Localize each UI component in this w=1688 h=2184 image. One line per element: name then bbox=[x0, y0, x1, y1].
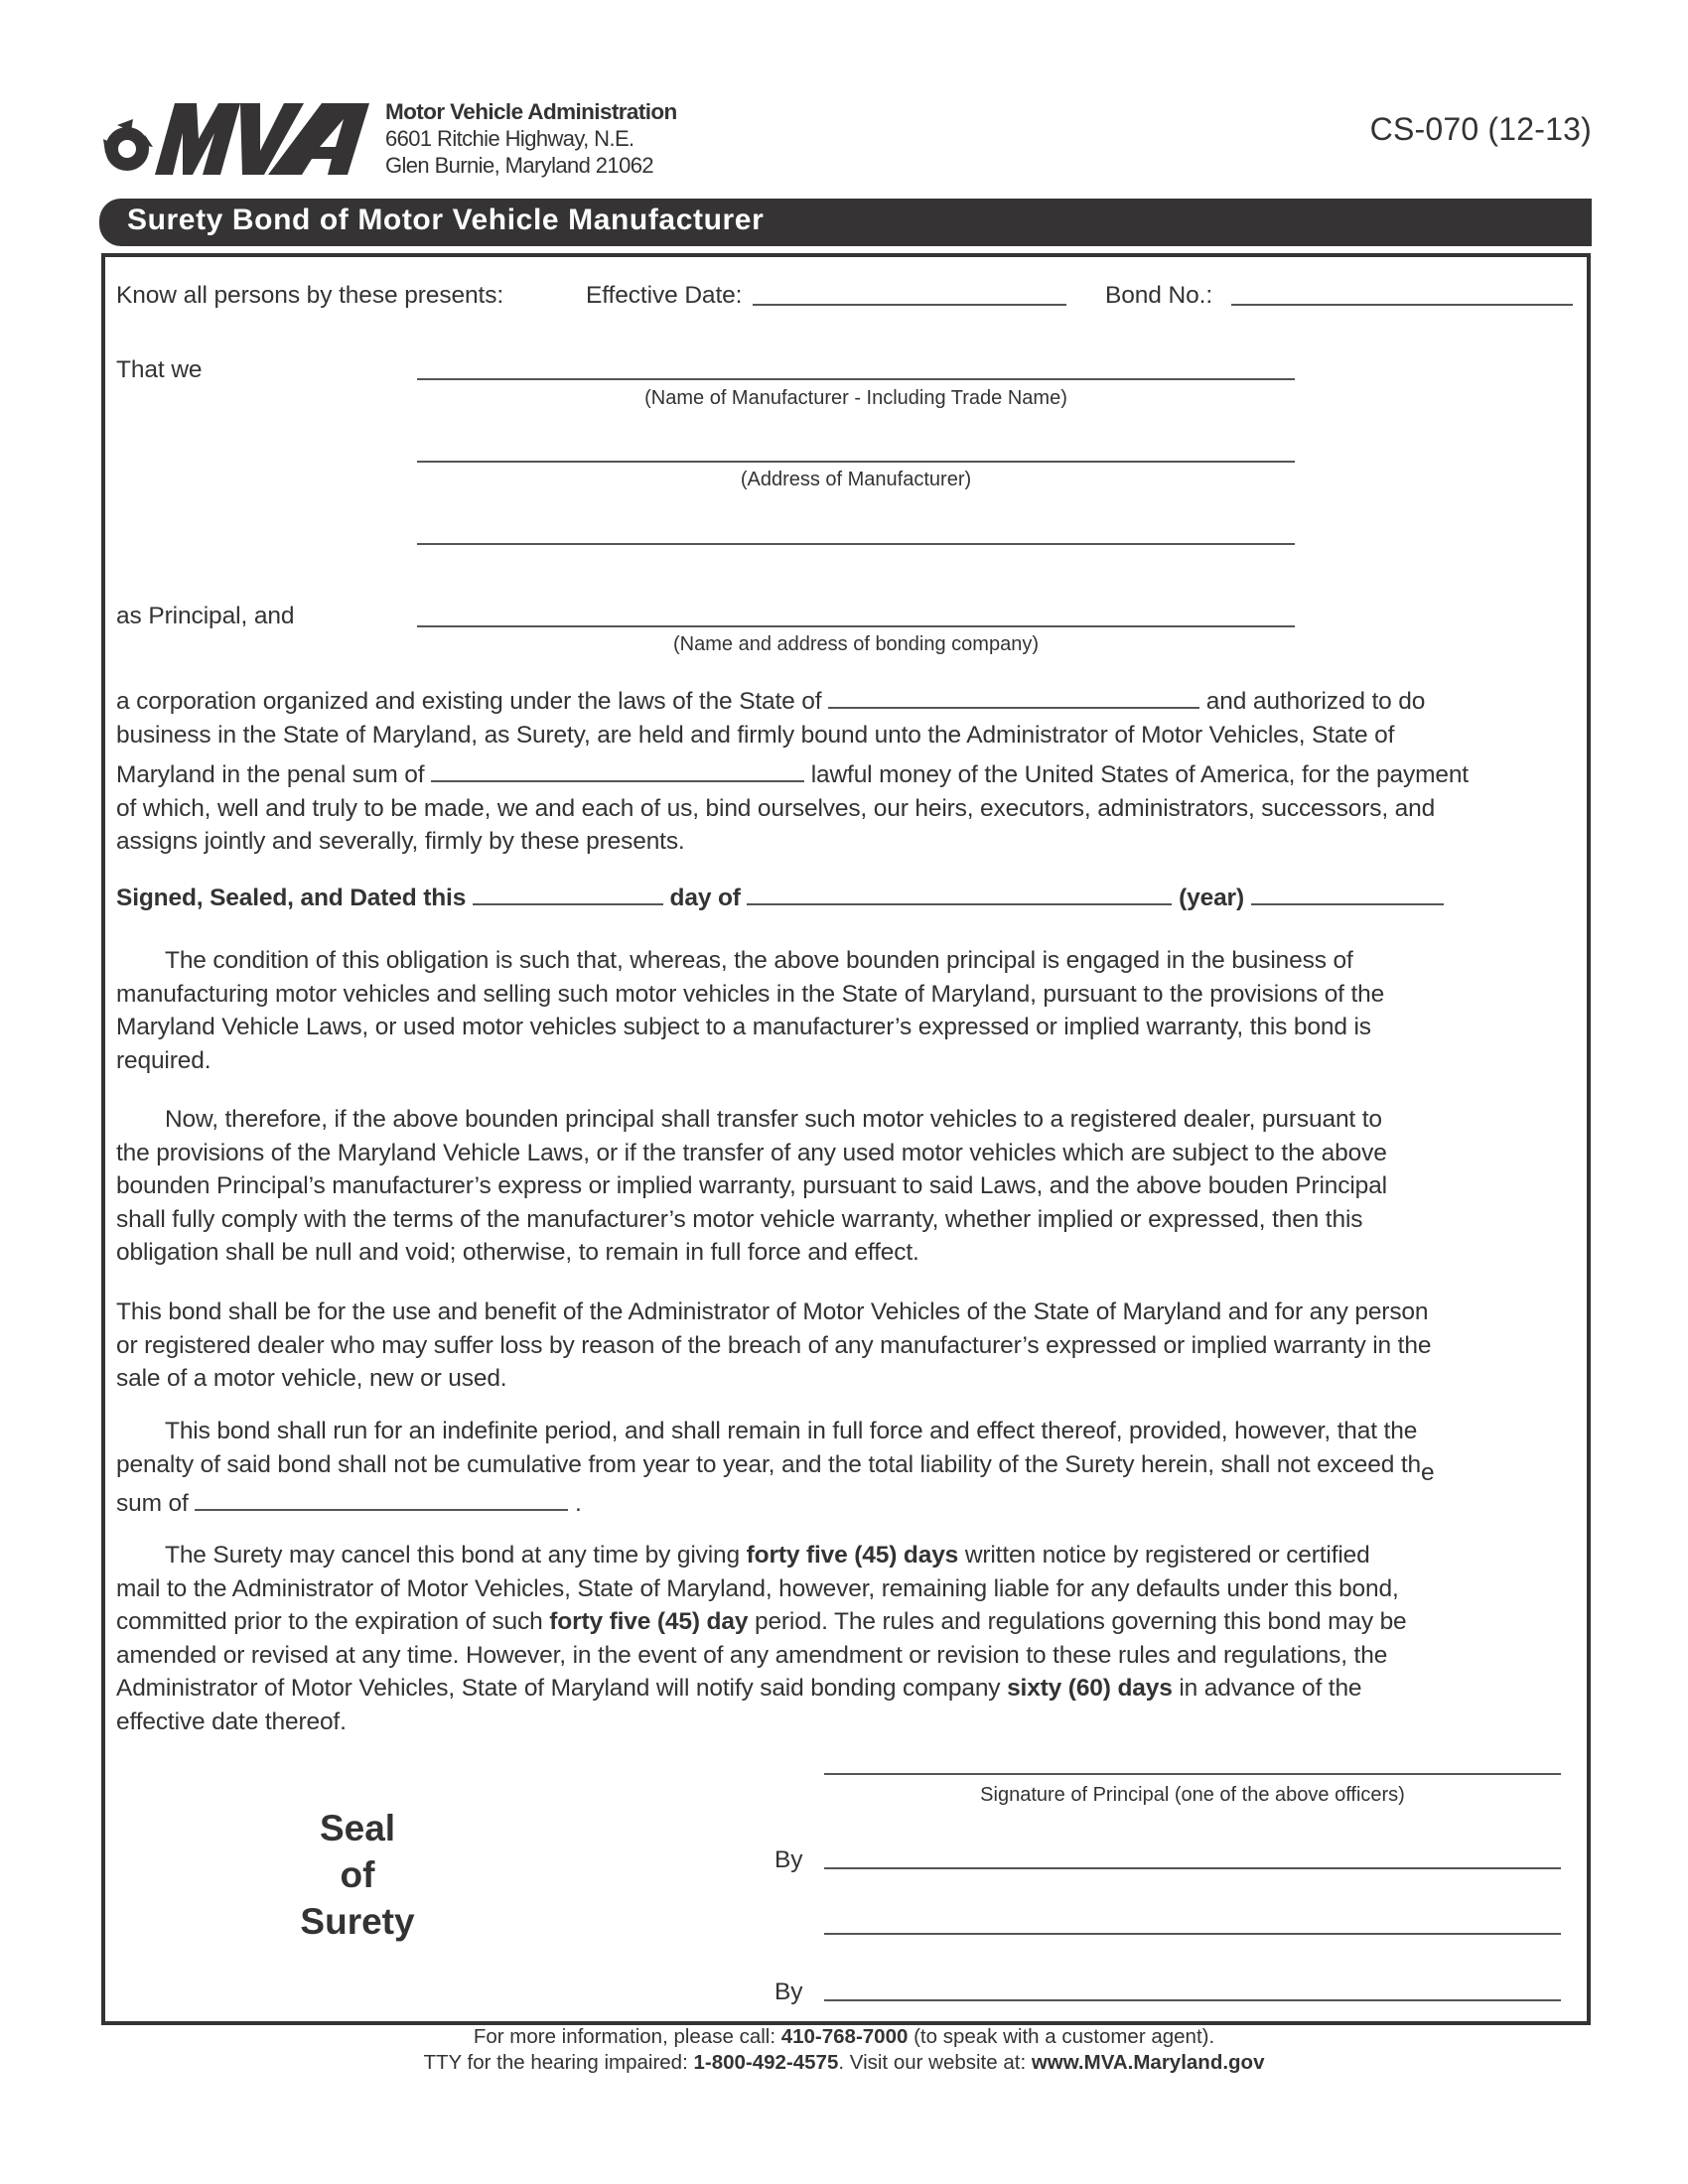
footer-text: . Visit our website at: bbox=[838, 2051, 1032, 2074]
indefinite-period-paragraph bbox=[116, 1415, 1586, 1521]
surety-text: assigns jointly and severally, firmly by these presents. bbox=[116, 828, 685, 855]
surety-text: lawful money of the United States of America, for the payment bbox=[810, 761, 1469, 788]
sum-of-label: sum of bbox=[116, 1490, 189, 1517]
form-title-bar bbox=[99, 199, 1592, 246]
benefit-paragraph bbox=[116, 1296, 1586, 1396]
paragraph-line: bounden Principal’s manufacturer’s express or implied warranty, pursuant to said Laws, and the above bouden Principal bbox=[116, 1172, 1387, 1199]
principal-signature-field[interactable] bbox=[824, 1773, 1561, 1775]
manufacturer-address-caption: (Address of Manufacturer) bbox=[740, 469, 972, 490]
effective-date-field[interactable] bbox=[753, 304, 1066, 306]
paragraph-line: The condition of this obligation is such that, whereas, the above bounden principal is engaged in the business of bbox=[165, 947, 1353, 974]
surety-text: Maryland in the penal sum of bbox=[116, 761, 425, 788]
paragraph-text: committed prior to the expiration of such bbox=[116, 1608, 550, 1635]
additional-signature-field[interactable] bbox=[824, 1933, 1561, 1935]
seal-label: Seal bbox=[319, 1808, 396, 1848]
surety-paragraph bbox=[116, 685, 1586, 859]
paragraph-line: amended or revised at any time. However, in the event of any amendment or revision to these rules and regulations, the bbox=[116, 1641, 1388, 1669]
paragraph-line: the provisions of the Maryland Vehicle Laws, or if the transfer of any used motor vehicles which are subject to the above bbox=[116, 1139, 1387, 1166]
state-field[interactable] bbox=[828, 685, 1199, 709]
paragraph-line: effective date thereof. bbox=[116, 1707, 347, 1735]
bonding-company-caption: (Name and address of bonding company) bbox=[673, 633, 1039, 655]
notice-period-emphasis: forty five (45) days bbox=[746, 1542, 959, 1569]
paragraph-line: manufacturing motor vehicles and selling such motor vehicles in the State of Maryland, pursuant to the provisions of the bbox=[116, 980, 1385, 1008]
signed-sealed-line bbox=[116, 882, 1586, 915]
signed-label: Signed, Sealed, and Dated this bbox=[116, 885, 467, 911]
paragraph-line: required. bbox=[116, 1046, 211, 1074]
agency-name: Motor Vehicle Administration bbox=[385, 99, 677, 124]
footer-text: TTY for the hearing impaired: bbox=[423, 2051, 694, 2074]
paragraph-text: in advance of the bbox=[1172, 1675, 1362, 1702]
footer-text: (to speak with a customer agent). bbox=[908, 2025, 1215, 2048]
by-label-1: By bbox=[774, 1846, 803, 1873]
notice-period-emphasis: forty five (45) day bbox=[549, 1608, 749, 1635]
paragraph-line: This bond shall run for an indefinite period, and shall remain in full force and effect thereof, provided, however, that the bbox=[165, 1418, 1418, 1444]
by-label-2: By bbox=[774, 1979, 803, 2005]
surety-text: business in the State of Maryland, as Surety, are held and firmly bound unto the Administrator of Motor Vehicles, State of bbox=[116, 721, 1395, 749]
mva-logo-icon bbox=[99, 99, 377, 179]
seal-of-surety-area bbox=[268, 1805, 447, 1945]
year-field[interactable] bbox=[1251, 882, 1444, 905]
paragraph-text: Administrator of Motor Vehicles, State of Maryland will notify said bonding company bbox=[116, 1675, 1008, 1702]
year-label: (year) bbox=[1179, 885, 1244, 911]
paragraph-line: e bbox=[1420, 1458, 1435, 1486]
footer-text: For more information, please call: bbox=[473, 2025, 781, 2048]
bond-no-field[interactable] bbox=[1231, 304, 1573, 306]
liability-sum-field[interactable] bbox=[195, 1487, 568, 1511]
principal-signature-caption: Signature of Principal (one of the above officers) bbox=[980, 1784, 1405, 1806]
paragraph-line: This bond shall be for the use and benefit of the Administrator of Motor Vehicles of the State of Maryland and for any person bbox=[116, 1298, 1429, 1325]
paragraph-line: or registered dealer who may suffer loss by reason of the breach of any manufacturer’s expressed or implied warranty in the bbox=[116, 1331, 1432, 1359]
website-link[interactable]: www.MVA.Maryland.gov bbox=[1031, 2051, 1265, 2074]
agency-address-block bbox=[385, 98, 677, 179]
notice-period-emphasis: sixty (60) days bbox=[1007, 1675, 1173, 1702]
agency-address-line2: Glen Burnie, Maryland 21062 bbox=[385, 153, 653, 178]
condition-paragraph bbox=[116, 944, 1586, 1077]
bond-no-label: Bond No.: bbox=[1105, 282, 1213, 309]
paragraph-line: Now, therefore, if the above bounden principal shall transfer such motor vehicles to a registered dealer, pursuant to bbox=[165, 1106, 1382, 1133]
seal-label: of bbox=[340, 1854, 375, 1895]
paragraph-text: written notice by registered or certified bbox=[958, 1542, 1370, 1569]
day-field[interactable] bbox=[473, 882, 663, 905]
cancellation-paragraph bbox=[116, 1539, 1586, 1738]
paragraph-line: penalty of said bond shall not be cumulative from year to year, and the total liability of the Surety herein, shall not exceed th bbox=[116, 1450, 1421, 1478]
paragraph-line: . bbox=[574, 1490, 582, 1517]
day-of-label: day of bbox=[669, 885, 741, 911]
bonding-company-field[interactable] bbox=[417, 625, 1295, 627]
mva-logo bbox=[99, 99, 377, 179]
now-therefore-paragraph bbox=[116, 1103, 1586, 1270]
surety-text: a corporation organized and existing under the laws of the State of bbox=[116, 688, 822, 715]
effective-date-label: Effective Date: bbox=[586, 282, 743, 309]
manufacturer-address-field-2[interactable] bbox=[417, 543, 1295, 545]
manufacturer-name-field[interactable] bbox=[417, 378, 1295, 380]
paragraph-text: period. The rules and regulations governing this bond may be bbox=[748, 1608, 1407, 1635]
tty-number: 1-800-492-4575 bbox=[693, 2051, 839, 2074]
that-we-label: That we bbox=[116, 356, 203, 383]
paragraph-line: obligation shall be null and void; otherwise, to remain in full force and effect. bbox=[116, 1239, 919, 1266]
paragraph-line: sale of a motor vehicle, new or used. bbox=[116, 1365, 507, 1392]
paragraph-line: Maryland Vehicle Laws, or used motor vehicles subject to a manufacturer’s expressed or implied warranty, this bond is bbox=[116, 1014, 1371, 1040]
agency-address-line1: 6601 Ritchie Highway, N.E. bbox=[385, 126, 634, 151]
manufacturer-name-caption: (Name of Manufacturer - Including Trade Name) bbox=[644, 387, 1067, 409]
surety-text: of which, well and truly to be made, we and each of us, bind ourselves, our heirs, executors, administrators, successors, and bbox=[116, 794, 1436, 822]
seal-label: Surety bbox=[300, 1901, 415, 1942]
footer-contact bbox=[0, 2024, 1688, 2076]
by-signature-field-2[interactable] bbox=[824, 1999, 1561, 2001]
paragraph-line: mail to the Administrator of Motor Vehicles, State of Maryland, however, remaining liable for any defaults under this bond, bbox=[116, 1574, 1399, 1602]
penal-sum-field[interactable] bbox=[431, 758, 804, 782]
paragraph-line: shall fully comply with the terms of the manufacturer’s motor vehicle warranty, whether implied or expressed, then this bbox=[116, 1205, 1363, 1233]
as-principal-label: as Principal, and bbox=[116, 603, 295, 629]
manufacturer-address-field[interactable] bbox=[417, 461, 1295, 463]
month-field[interactable] bbox=[747, 882, 1172, 905]
know-all-label: Know all persons by these presents: bbox=[116, 282, 504, 309]
paragraph-text: The Surety may cancel this bond at any time by giving bbox=[165, 1542, 747, 1569]
form-number: CS-070 (12-13) bbox=[1369, 111, 1592, 147]
surety-text: and authorized to do bbox=[1205, 688, 1426, 715]
by-signature-field-1[interactable] bbox=[824, 1867, 1561, 1869]
phone-number: 410-768-7000 bbox=[780, 2025, 909, 2048]
form-title: Surety Bond of Motor Vehicle Manufacturer bbox=[127, 204, 765, 236]
